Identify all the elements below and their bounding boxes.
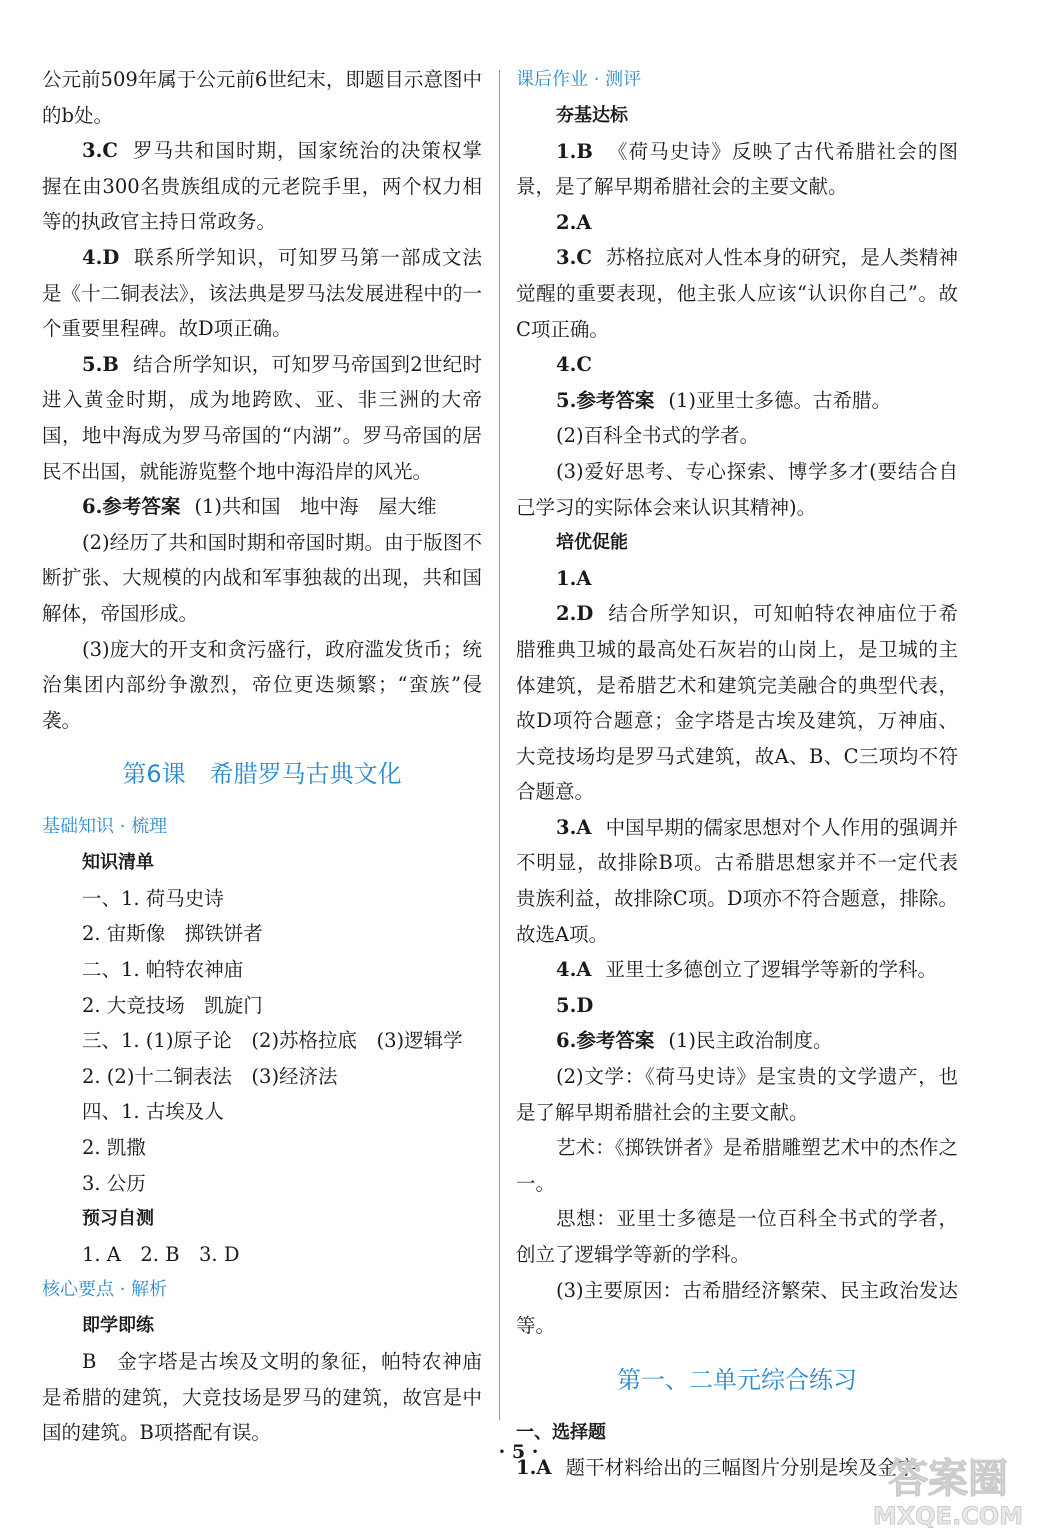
hw-answer-4: 4.C	[556, 353, 592, 377]
advanced-title: 培优促能	[556, 532, 628, 554]
unit-title: 第一、二单元综合练习	[617, 1365, 857, 1394]
watermark-logo	[866, 1446, 1031, 1530]
page-number: · 5 ·	[498, 1441, 539, 1463]
adv-answer-1: 1.A	[556, 566, 592, 590]
knowledge-list-title: 知识清单	[82, 852, 154, 874]
answer-5: 5.B 结合所学知识，可知罗马帝国到2世纪时进入黄金时期，成为地跨欧、亚、非三洲的大帝国，地中海成为罗马帝国的“内湖”。罗马帝国的居民不出国，就能游览整个地中海沿岸的风光。	[42, 352, 482, 483]
adv-answer-6: 6.参考答案 (1)民主政治制度。	[556, 1029, 833, 1053]
adv-answer-5: 5.D	[556, 993, 594, 1017]
choice-answer-1: 1.A 题干材料给出的三幅图片分别是埃及金字	[516, 1456, 917, 1480]
list-item: 2. 凯撒	[82, 1136, 146, 1160]
list-item: 四、1. 古埃及人	[82, 1100, 224, 1124]
lesson-title: 第6课 希腊罗马古典文化	[122, 760, 402, 789]
answer-6: 6.参考答案 (1)共和国 地中海 屋大维	[82, 495, 437, 519]
answer-3: 3.C 罗马共和国时期，国家统治的决策权掌握在由300名贵族组成的元老院手里，两个权力相等的执政官主持日常政务。	[42, 139, 482, 234]
answer-6-3: (3)庞大的开支和贪污盛行，政府滥发货币；统治集团内部纷争激烈，帝位更迭频繁；“蛮族”侵袭。	[42, 637, 482, 732]
adv-answer-6-2: (2)文学：《荷马史诗》是宝贵的文学遗产，也是了解早期希腊社会的主要文献。	[516, 1065, 958, 1124]
intro-text: 公元前509年属于公元前6世纪末，即题目示意图中的b处。	[42, 68, 482, 127]
adv-answer-6-5: (3)主要原因：古希腊经济繁荣、民主政治发达等。	[516, 1278, 958, 1338]
hw-answer-3: 3.C 苏格拉底对人性本身的研究，是人类精神觉醒的重要表现，他主张人应该“认识你自己”。故C项正确。	[516, 246, 958, 341]
hw-answer-2: 2.A	[556, 210, 592, 234]
adv-answer-6-3: 艺术：《掷铁饼者》是希腊雕塑艺术中的杰作之一。	[516, 1136, 958, 1195]
preview-title: 预习自测	[82, 1208, 154, 1230]
answer-6-2: (2)经历了共和国时期和帝国时期。由于版图不断扩张、大规模的内战和军事独裁的出现，共和国解体，帝国形成。	[42, 530, 482, 625]
practice-title: 即学即练	[82, 1315, 154, 1337]
watermark-icon	[866, 1446, 1031, 1530]
list-item: 三、1. (1)原子论 (2)苏格拉底 (3)逻辑学	[82, 1029, 463, 1053]
preview-answers: 1. A 2. B 3. D	[82, 1242, 240, 1266]
adv-answer-4: 4.A 亚里士多德创立了逻辑学等新的学科。	[556, 958, 938, 982]
hw-answer-1: 1.B 《荷马史诗》反映了古代希腊社会的图景，是了解早期希腊社会的主要文献。	[516, 139, 958, 199]
adv-answer-6-4: 思想：亚里士多德是一位百科全书式的学者，创立了逻辑学等新的学科。	[516, 1207, 958, 1266]
list-item: 一、1. 荷马史诗	[82, 886, 224, 910]
left-column	[42, 62, 482, 1451]
column-divider	[499, 70, 500, 1420]
hw-answer-5: 5.参考答案 (1)亚里士多德。古希腊。	[556, 388, 891, 412]
hw-answer-5-2: (2)百科全书式的学者。	[556, 424, 760, 448]
right-column	[516, 62, 958, 1486]
list-item: 2. 大竞技场 凯旋门	[82, 993, 263, 1017]
practice-answer: B 金字塔是古埃及文明的象征，帕特农神庙是希腊的建筑，大竞技场是罗马的建筑，故宫是中国的建筑。B项搭配有误。	[42, 1350, 482, 1445]
list-item: 二、1. 帕特农神庙	[82, 958, 244, 982]
hw-answer-5-3: (3)爱好思考、专心探索、博学多才(要结合自己学习的实际体会来认识其精神)。	[516, 459, 958, 519]
watermark-line1: 答案圈	[888, 1456, 1008, 1502]
list-item: 3. 公历	[82, 1171, 146, 1195]
basic-title: 夯基达标	[556, 105, 628, 126]
list-item: 2. 宙斯像 掷铁饼者	[82, 922, 263, 946]
list-item: 2. (2)十二铜表法 (3)经济法	[82, 1064, 338, 1088]
watermark-line2: MXQE.COM	[872, 1502, 1024, 1530]
section-homework: 课后作业 · 测评	[516, 69, 642, 90]
adv-answer-2: 2.D 结合所学知识，可知帕特农神庙位于希腊雅典卫城的最高处石灰岩的山岗上，是卫城的主体建筑，是希腊艺术和建筑完美融合的典型代表，故D项符合题意；金字塔是古埃及建筑，万神庙、大竞技场均是罗马式建筑，故A、B、C三项均不符合题意。	[516, 602, 958, 804]
section-basic-knowledge: 基础知识 · 梳理	[42, 816, 168, 838]
answer-4: 4.D 联系所学知识，可知罗马第一部成文法是《十二铜表法》，该法典是罗马法发展进程中的一个重要里程碑。故D项正确。	[42, 245, 482, 341]
section-core-points: 核心要点 · 解析	[42, 1279, 168, 1301]
choice-title: 一、选择题	[516, 1421, 606, 1443]
adv-answer-3: 3.A 中国早期的儒家思想对个人作用的强调并不明显，故排除B项。古希腊思想家并不一定代表贵族利益，故排除C项。D项亦不符合题意，排除。故选A项。	[516, 815, 958, 946]
